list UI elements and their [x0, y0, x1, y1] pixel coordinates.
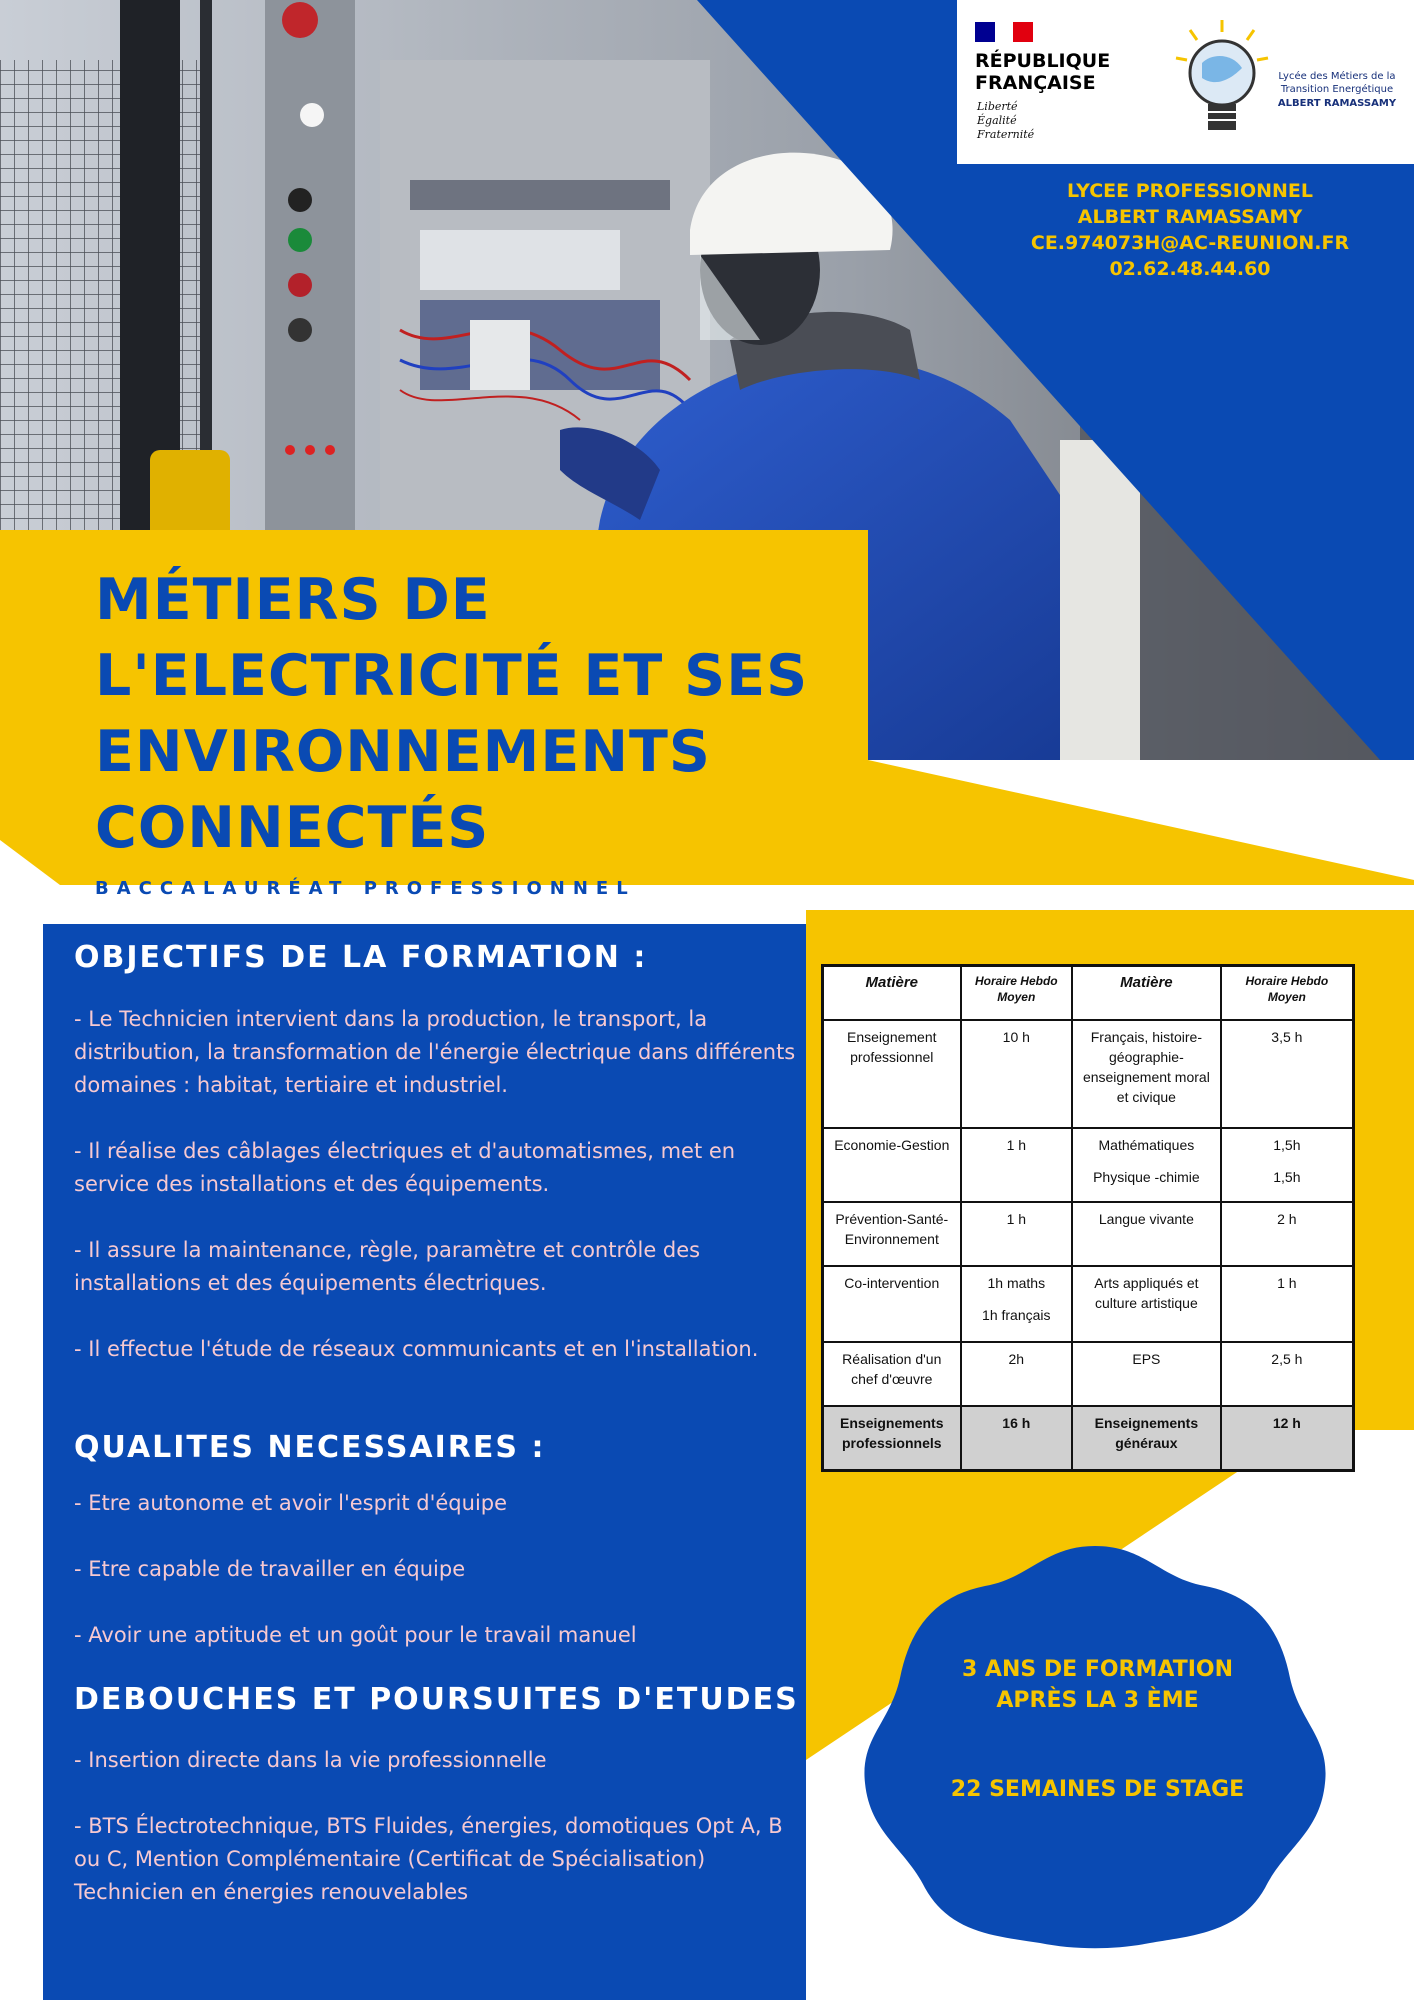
table-cell: Arts appliqués et culture artistique [1072, 1266, 1221, 1342]
logo-box [957, 0, 1414, 164]
table-cell: Enseignements professionnels [823, 1406, 961, 1470]
table-header-row [823, 966, 1354, 1021]
table-header: Horaire Hebdo Moyen [1221, 966, 1354, 1021]
table-row [823, 1342, 1354, 1406]
table-row [823, 1020, 1354, 1128]
table-row [823, 1128, 1354, 1202]
table-cell: 16 h [961, 1406, 1073, 1470]
table-header: Horaire Hebdo Moyen [961, 966, 1073, 1021]
table-cell: 1,5h 1,5h [1221, 1128, 1354, 1202]
badge-internship: 22 SEMAINES DE STAGE [950, 1777, 1245, 1802]
table-cell: EPS [1072, 1342, 1221, 1406]
qualites-heading: QUALITES NECESSAIRES : [74, 1430, 546, 1465]
objectif-item: - Il effectue l'étude de réseaux communicants et en l'installation. [74, 1337, 759, 1361]
table-cell: 3,5 h [1221, 1020, 1354, 1128]
lycee-logo-text: Lycée des Métiers de la Transition Energétique [1278, 71, 1396, 95]
table-cell: 2h [961, 1342, 1073, 1406]
objectifs-heading: OBJECTIFS DE LA FORMATION : [74, 940, 648, 975]
contact-email[interactable]: CE.974073H@AC-REUNION.FR [1030, 232, 1350, 254]
objectif-item: - Il réalise des câblages électriques et d'automatismes, met en service des installations et des équipements. [74, 1139, 736, 1196]
table-cell: 2,5 h [1221, 1342, 1354, 1406]
table-row [823, 1266, 1354, 1342]
badge-level: APRÈS LA 3 ÈME [996, 1688, 1199, 1713]
table-cell: 1 h [961, 1202, 1073, 1266]
debouche-item: - Insertion directe dans la vie professionnelle [74, 1748, 547, 1772]
table-cell: Prévention-Santé-Environnement [823, 1202, 961, 1266]
qualite-item: - Avoir une aptitude et un goût pour le travail manuel [74, 1623, 637, 1647]
schedule-table [821, 964, 1355, 1472]
table-cell: Français, histoire-géographie-enseignement moral et civique [1072, 1020, 1221, 1128]
republique-title: RÉPUBLIQUE FRANÇAISE [975, 50, 1111, 94]
table-cell: Mathématiques Physique -chimie [1072, 1128, 1221, 1202]
objectif-item: - Il assure la maintenance, règle, paramètre et contrôle des installations et des équipements électriques. [74, 1238, 701, 1295]
marianne-flag-icon [975, 22, 1033, 42]
table-cell: Enseignements généraux [1072, 1406, 1221, 1470]
table-cell: Réalisation d'un chef d'œuvre [823, 1342, 961, 1406]
table-cell: Co-intervention [823, 1266, 961, 1342]
table-cell: 10 h [961, 1020, 1073, 1128]
table-total-row [823, 1406, 1354, 1470]
contact-school-type: LYCEE PROFESSIONNEL [1066, 180, 1314, 202]
table-header: Matière [823, 966, 961, 1021]
republique-motto: Liberté Égalité Fraternité [977, 100, 1035, 141]
table-cell: 1h maths 1h français [961, 1266, 1073, 1342]
lightbulb-logo-icon [1172, 18, 1272, 142]
qualite-item: - Etre autonome et avoir l'esprit d'équipe [74, 1491, 508, 1515]
contact-phone[interactable]: 02.62.48.44.60 [1109, 258, 1271, 280]
table-cell: Enseignement professionnel [823, 1020, 961, 1128]
objectif-item: - Le Technicien intervient dans la production, le transport, la distribution, la transformation de l'énergie électrique dans différents domaines : habitat, tertiaire et industriel. [74, 1007, 796, 1097]
table-row [823, 1202, 1354, 1266]
table-cell: 2 h [1221, 1202, 1354, 1266]
table-cell: 12 h [1221, 1406, 1354, 1470]
table-header: Matière [1072, 966, 1221, 1021]
formation-badge [860, 1538, 1330, 1952]
table-cell: Langue vivante [1072, 1202, 1221, 1266]
contact-school-name: ALBERT RAMASSAMY [1077, 206, 1303, 228]
lycee-logo-name: ALBERT RAMASSAMY [1277, 98, 1397, 109]
table-cell: 1 h [1221, 1266, 1354, 1342]
debouches-heading: DEBOUCHES ET POURSUITES D'ETUDES [74, 1682, 799, 1717]
table-cell: Economie-Gestion [823, 1128, 961, 1202]
badge-duration: 3 ANS DE FORMATION [961, 1657, 1234, 1682]
qualite-item: - Etre capable de travailler en équipe [74, 1557, 466, 1581]
page-title: MÉTIERS DE L'ELECTRICITÉ ET SES ENVIRONNEMENTS CONNECTÉS [95, 567, 809, 861]
debouche-item: - BTS Électrotechnique, BTS Fluides, énergies, domotiques Opt A, B ou C, Mention Complémentaire (Certificat de Spécialisation) Technicien en énergies renouvelables [74, 1814, 783, 1904]
page-subtitle: BACCALAURÉAT PROFESSIONNEL [95, 878, 636, 899]
table-cell: 1 h [961, 1128, 1073, 1202]
